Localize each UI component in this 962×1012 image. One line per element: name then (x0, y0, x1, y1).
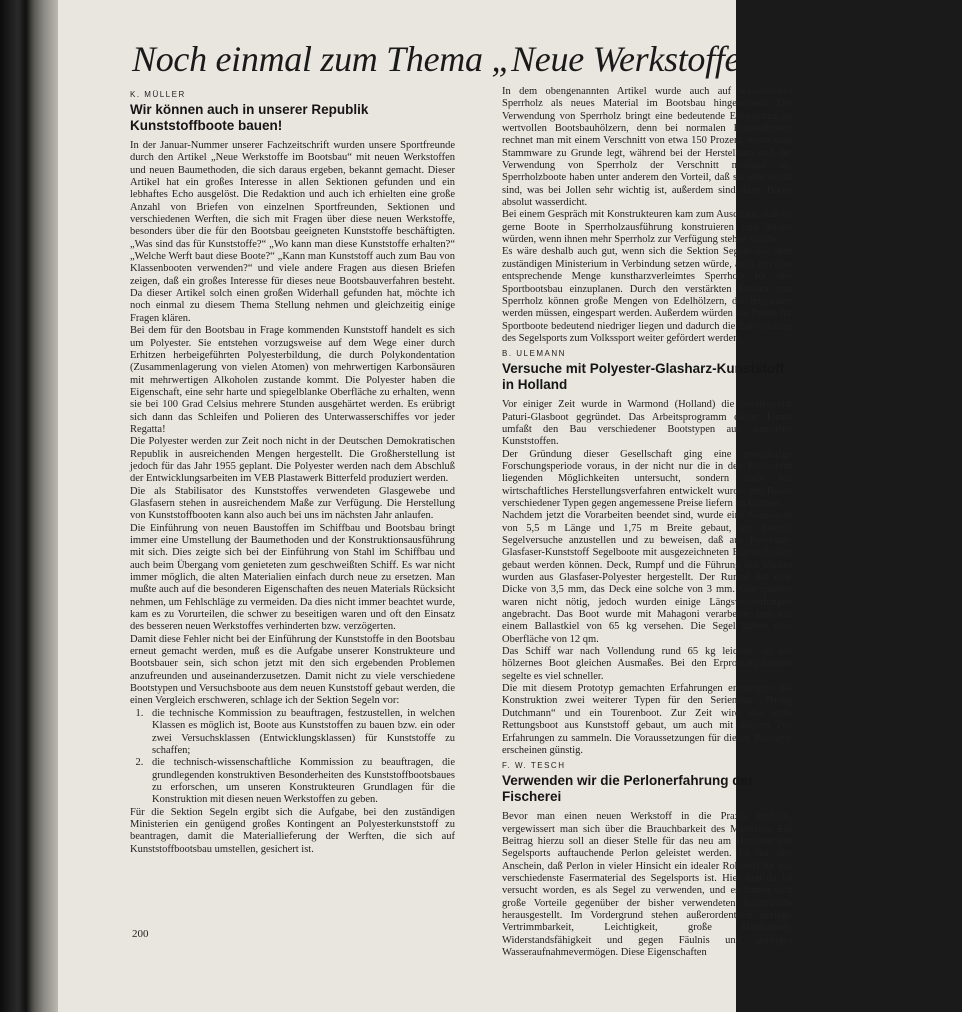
column-right (502, 86, 792, 958)
paragraph: Nachdem jetzt die Vorarbeiten beendet sind, wurde eine Segeljacht von 5,5 m Länge und 1,75 m Breite gebaut, um hiermit Segelversuche anzustellen und zu beweisen, daß aus Polyester-Glasfaser-Kunststoff Segelboote mit ausgezeichneten Eigenschaften gebaut werden können. Deck, Rumpf und die Führung des Mastes wurden aus Glasfaser-Polyester hergestellt. Der Rumpf hat eine Dicke von 3,5 mm, das Deck eine solche von 3 mm. Querspanten waren nicht nötig, jedoch wurden einige Längsversteifungen angebracht. Das Boot wurde mit Mahagoni verarbeitet und mit einem Ballastkiel von 65 kg versehen. Die Segel haben eine Oberfläche von 12 qm. (502, 510, 792, 645)
paragraph: Bevor man einen neuen Werkstoff in die Praxis einführt, vergewissert man sich über die Brauchbarkeit des Materials. Ein Beitrag hierzu soll an dieser Stelle für das neu am Horizont des Segelsports auftauchende Perlon geleistet werden. Es hat den Anschein, daß Perlon in vieler Hinsicht ein idealer Rohstoff für das verschiedenste Fasermaterial des Segelsports ist. Hier und da ist versucht worden, es als Segel zu verwenden, und es hatten sich große Vorteile gegenüber der bisher verwendeten Baumwolle herausgestellt. Im Vordergrund stehen außerordentlich geringe Vertrimmbarkeit, Leichtigkeit, große Haltbarkeit, Widerstandsfähigkeit und gegen Fäulnis und geringes Wasseraufnahmevermögen. Diese Eigenschaften (502, 811, 792, 958)
list-item: 1. die technische Kommission zu beauftragen, festzustellen, in welchen Klassen es möglich ist, Boote aus Kunststoffen zu bauen bzw. ein oder zwei Versuchsklassen (Entwicklungsklassen) für Kunststoffe zu schaffen; (146, 708, 455, 757)
article-title: Wir können auch in unserer Republik Kunststoffboote bauen! (130, 102, 369, 133)
paragraph: Für die Sektion Segeln ergibt sich die Aufgabe, bei den zuständigen Ministerien ein genügend großes Kontingent an Polyesterkunststoff zu beantragen, damit die Materiallieferung der Werften, die sich auf Kunststoffbootsbau umstellen, gesichert ist. (130, 806, 455, 855)
paragraph: Bei einem Gespräch mit Konstrukteuren kam zum Ausdruck, daß sie gerne Boote in Sperrholzausführung konstruieren und bauen würden, wenn ihnen mehr Sperrholz zur Verfügung stehen würde. (502, 209, 792, 246)
paragraph: Das Schiff war nach Vollendung rund 65 kg leichter als ein hölzernes Boot gleichen Ausmaßes. Bei den Erprobungsfahrten segelte es viel schneller. (502, 646, 792, 682)
page-number: 200 (132, 928, 149, 940)
column-left (130, 86, 455, 936)
paragraph: Die Einführung von neuen Baustoffen im Schiffbau und Bootsbau bringt immer eine Umstellung der Baumethoden und der Konstruktionsausführung mit sich. Dies zeigte sich bei der Einführung von Stahl im Schiffbau und auch beim Übergang vom genieteten zum geschweißten Schiff. Es war nicht immer möglich, die alten Materialien einfach durch neue zu ersetzen. Man mußte auch auf die besonderen Eigenschaften des neuen Materials Rücksicht nehmen, um Fehlschläge zu vermeiden. Da dies nicht immer beachtet wurde, kam es zu Vorurteilen, die schwer zu beseitigen waren und oft den Einsatz des besseren neuen Werkstoffes verhinderten bzw. verzögerten. (130, 522, 455, 633)
magazine-page (58, 0, 962, 1012)
paragraph: Vor einiger Zeit wurde in Warmond (Holland) die Schiffswerft Paturi-Glasboot gegründet. Das Arbeitsprogramm dieser Firma umfaßt den Bau verschiedener Bootstypen aus armierten Kunststoffen. (502, 399, 792, 448)
paragraph: Damit diese Fehler nicht bei der Einführung der Kunststoffe in den Bootsbau erneut gemacht werden, muß es die Aufgabe unserer Konstrukteure und Bootsbauer sein, sich schon jetzt mit den sich ergebenden Problemen anzufreunden und auseinanderzusetzen. Damit nicht zu viele verschiedene Bootstypen und Versuchsboote aus dem neuen Kunststoff gebaut werden, die einen Vergleich erschweren, schlage ich der Sektion Segeln vor: (130, 633, 455, 707)
proposal-list (130, 708, 455, 807)
article-title: Verwenden wir die Perlonerfahrung der Fischerei (502, 773, 754, 805)
paragraph: Die mit diesem Prototyp gemachten Erfahrungen ermutigten die Konstruktion zwei weiterer Typen für den Serienbau „Flying Dutchmann“ und ein Tourenboot. Zur Zeit wird das erste Rettungsboot aus Kunststoff gebaut, um auch mit diesem Typ Erfahrungen zu sammeln. Die Voraussetzungen für diesen Bootstyp erscheinen günstig. (502, 683, 792, 756)
article-author: B. ULEMANN (502, 349, 566, 359)
paragraph: Die Polyester werden zur Zeit noch nicht in der Deutschen Demokratischen Republik in ausreichenden Mengen hergestellt. Die Großherstellung ist jedoch für das Jahr 1955 geplant. Die Polyester werden nach dem Abschluß der Entwicklungsarbeiten im VEB Plastawerk Bitterfeld produziert werden. (130, 436, 455, 485)
paragraph: Es wäre deshalb auch gut, wenn sich die Sektion Segeln mit dem zuständigen Ministerium in Verbindung setzen würde, auch um eine entsprechende Menge kunstharzverleimtes Sperrholz für den Sportbootsbau einzuplanen. Durch den verstärkten Einsatz von Sperrholz können große Mengen von Edelhölzern, die importiert werden müssen, eingespart werden. Außerdem würden die Preise für Sportboote bedeutend niedriger liegen und dadurch die Entwicklung des Segelsports zum Volkssport weiter gefördert werden. (502, 246, 792, 344)
paragraph: In der Januar-Nummer unserer Fachzeitschrift wurden unsere Sportfreunde durch den Artikel „Neue Werkstoffe im Bootsbau“ mit neuen Werkstoffen und neuen Baumethoden, die sich daraus ergeben, bekannt gemacht. Dieser Artikel hat ein großes Interesse in allen Sektionen gefunden und ein lebhaftes Echo ausgelöst. Die Redaktion und auch ich erhielten eine große Anzahl von Briefen von einzelnen Sportfreunden, Sektionen und verschiedenen Werften, die sich mit Fragen über diese neuen Werkstoffe, besonders über die für den Bootsbau geeigneten Kunststoffe beschäftigten. „Was sind das für Kunststoffe?“ „Wo kann man diese Kunststoffe erhalten?“ „Welche Werft baut diese Boote?“ „Kann man Kunststoff auch zum Bau von Klassenbooten verwenden?“ und viele andere Fragen aus diesen Briefen zeigen, daß ein großes Interesse für dieses neue Bootsbauverfahren besteht. Da dieser Artikel solch einen großen Widerhall gefunden hat, möchte ich noch einmal zu diesem Thema Stellung nehmen und gleichzeitig einige Fragen klären. (130, 140, 455, 324)
paragraph: In dem obengenannten Artikel wurde auch auf wasserfestes Sperrholz als neues Material im Bootsbau hingewiesen. Die Verwendung von Sperrholz bringt eine bedeutende Einsparung an wertvollen Bootsbauhölzern, denn bei normalen Baumethoden rechnet man mit einem Verschnitt von etwa 150 Prozent, wenn man Stammware zu Grunde legt, während bei der Herstellung und der Verwendung von Sperrholz der Verschnitt minimal ist. Sperrholzboote haben unter anderem den Vorteil, daß sie sehr leicht sind, was bei Jollen sehr wichtig ist, außerdem sind diese Boote absolut wasserdicht. (502, 86, 792, 209)
paragraph: Bei dem für den Bootsbau in Frage kommenden Kunststoff handelt es sich um Polyester. Sie entstehen vorzugsweise auf dem Wege einer durch Erhitzen herbeigeführten Polyesterbildung, die durch Polykondentation (Zusammenlagerung von vielen Atomen) von mehrwertigen Karbonsäuren mit mehrwertigen Alkoholen zustande kommt. Die Polyester haben die Eigenschaft, eine sehr harte und spiegelblanke Oberfläche zu erhalten, wenn sie bei 100 Grad Celsius mehrere Stunden ausgehärtet werden. Es erübrigt sich dann das Schleifen und Polieren des Unterwasserschiffes vor jeder Regatta! (130, 325, 455, 435)
paragraph: Der Gründung dieser Gesellschaft ging eine zweijährige Forschungsperiode voraus, in der nicht nur die in den Polyestern liegenden Möglichkeiten untersucht, sondern auch ein wirtschaftliches Herstellungsverfahren entwickelt wurde, um Boote verschiedener Typen gegen angemessene Preise liefern zu können. (502, 448, 792, 509)
article-title: Versuche mit Polyester-Glasharz-Kunststoff in Holland (502, 361, 785, 393)
article-author: K. MÜLLER (130, 90, 186, 99)
book-gutter (0, 0, 58, 1012)
article-author: F. W. TESCH (502, 761, 566, 771)
page-headline: Noch einmal zum Thema „Neue Werkstoffe im Segelsport“ (132, 39, 962, 79)
paragraph: Die als Stabilisator des Kunststoffes verwendeten Glasgewebe und Glasfasern stehen in ausreichendem Maße zur Verfügung. Die Herstellung von Kunststoffbooten kann also auch bei uns im nächsten Jahr anlaufen. (130, 485, 455, 522)
list-item: 2. die technisch-wissenschaftliche Kommission zu beauftragen, die grundlegenden konstruktiven Besonderheiten des Kunststoffbootsbaues zu erforschen, um unseren Konstrukteuren Grundlagen für die Konstruktion mit diesen neuen Werkstoffen zu geben. (146, 757, 455, 806)
